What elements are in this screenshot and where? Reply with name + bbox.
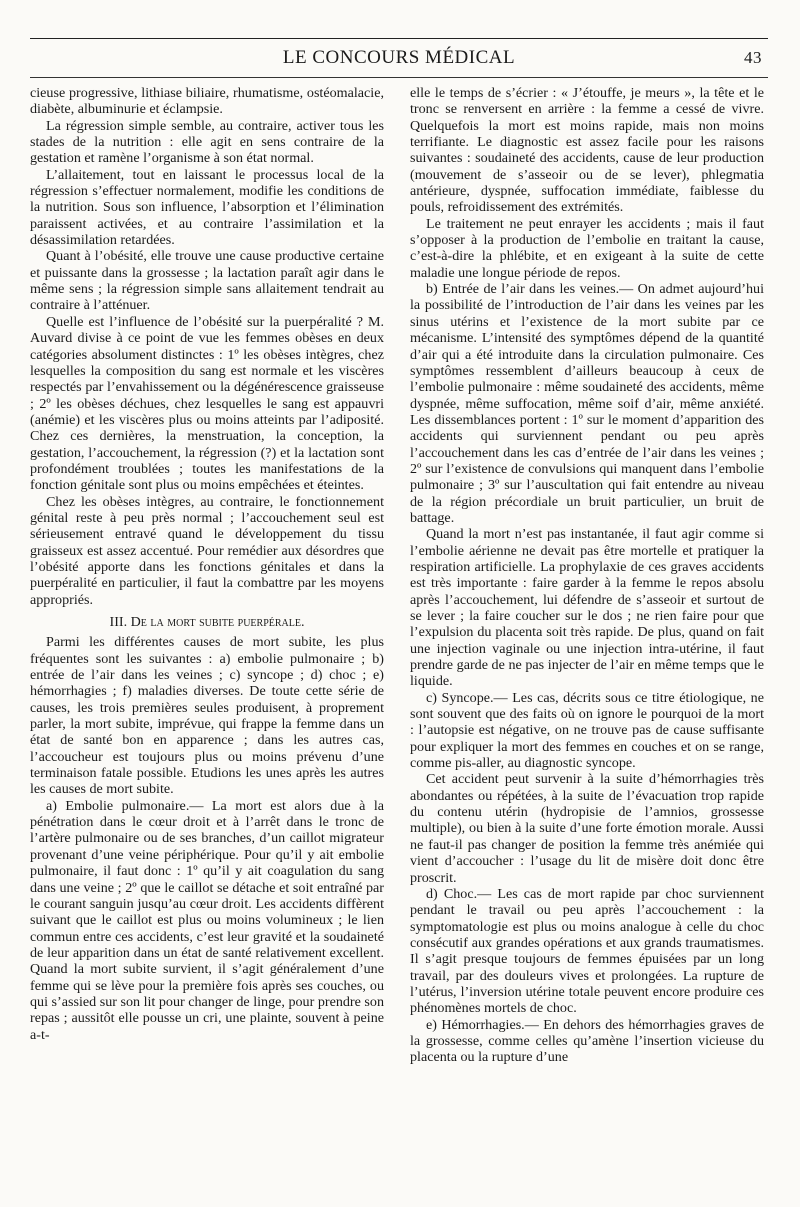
paragraph: cieuse progressive, lithiase biliaire, rhumatisme, ostéomalacie, diabète, albuminurie et éclampsie. [30, 85, 384, 118]
paragraph: Parmi les différentes causes de mort subite, les plus fréquentes sont les suivantes : a) embolie pulmonaire ; b) entrée de l’air dans les veines ; c) syncope ; d) choc ; e) hémorrhagies ; f) maladies diverses. De toute cette série de causes, les trois premières seules produisent, à proprement parler, la mort subite, imprévue, qui frappe la femme dans un état de santé bon en apparence ; dans les autres cas, l’accoucheur est toujours plus ou moins prévenu d’une terminaison fatale possible. Etudions les unes après les autres les causes de mort subite. [30, 634, 384, 798]
left-column [30, 85, 384, 1190]
paragraph: Quand la mort n’est pas instantanée, il faut agir comme si l’embolie aérienne ne devait pas être mortelle et pratiquer la respiration artificielle. La prophylaxie de ces graves accidents est très importante : faire garder à la femme le repos absolu après l’accouchement, lui défendre de s’asseoir et surtout de se lever ; la faire coucher sur le dos ; ne rien faire pour que l’expulsion du placenta soit très rapide. De plus, quand on fait une injection vaginale ou une injection intra-utérine, il faut prendre garde de ne pas injecter de l’air en même temps que le liquide. [410, 526, 764, 690]
paragraph: La régression simple semble, au contraire, activer tous les stades de la nutrition : elle agit en sens contraire de la gestation et ramène l’organisme à son état normal. [30, 117, 384, 167]
paragraph: Cet accident peut survenir à la suite d’hémorrhagies très abondantes ou répétées, à la suite de l’évacuation trop rapide du contenu utérin (hydropisie de l’amnios, grossesse multiple), ou bien à la suite d’une forte émotion morale. Aussi ne faut-il pas changer de position la femme très anémiée qui vient d’accoucher : l’usage du lit de misère doit donc être proscrit. [410, 771, 764, 886]
top-rule [30, 38, 768, 39]
running-header [30, 47, 768, 71]
paragraph: c) Syncope.— Les cas, décrits sous ce titre étiologique, ne sont souvent que des faits où on ignore le pourquoi de la mort : l’autopsie est négative, on ne trouve pas de cause suffisante pour expliquer la mort des femmes en couches et on se range, comme pis-aller, au diagnostic syncope. [410, 689, 764, 772]
paragraph: b) Entrée de l’air dans les veines.— On admet aujourd’hui la possibilité de l’introduction de l’air dans les veines par les sinus utérins et l’existence de la mort subite par ce mécanisme. L’intensité des symptômes dépend de la quantité d’air qui a été introduite dans la circulation pulmonaire. Ces symptômes ressemblent d’ailleurs beaucoup à ceux de l’embolie pulmonaire : même soudaineté des accidents, même dyspnée, même suffocation, même soif d’air, même anxiété. Les dissemblances portent : 1º sur le moment d’apparition des accidents qui surviennent pendant ou peu après l’accouchement dans les cas d’entrée de l’air dans les veines ; 2º sur l’existence de convulsions qui manquent dans l’embolie pulmonaire ; 3º sur l’auscultation qui fait entendre au niveau de la région précordiale un bruit particulier, un bruit de battage. [410, 281, 764, 526]
paragraph: Le traitement ne peut enrayer les accidents ; mais il faut s’opposer à la production de l’embolie en traitant la cause, c’est-à-dire la phlébite, et en exigeant à la suite de cette maladie une longue période de repos. [410, 215, 764, 281]
section-heading: III. De la mort subite puerpérale. [109, 614, 305, 630]
right-column [410, 85, 764, 1190]
paragraph: Chez les obèses intègres, au contraire, le fonctionnement génital reste à peu près normal ; l’accouchement seul est sérieusement entravé quand le développement du tissu graisseux est assez accentué. Pour remédier aux désordres que l’obésité apporte dans les fonctions génitales et dans la puerpéralité en particulier, il faut la combattre par les moyens appropriés. [30, 493, 384, 608]
paragraph: e) Hémorrhagies.— En dehors des hémorrhagies graves de la grossesse, comme celles qu’amène l’insertion vicieuse du placenta ou la rupture d’une [410, 1016, 764, 1066]
header-rule [30, 77, 768, 78]
paragraph: a) Embolie pulmonaire.— La mort est alors due à la pénétration dans le cœur droit et à l’arrêt dans le tronc de l’artère pulmonaire ou de ses branches, d’un caillot migrateur provenant d’une veine périphérique. Pour qu’il y ait embolie pulmonaire, il faut donc : 1º qu’il y ait coagulation du sang dans une veine ; 2º que le caillot se détache et soit entraîné par le courant sanguin jusqu’au cœur droit. Les accidents diffèrent suivant que le caillot est plus ou moins volumineux ; le lien commun entre ces accidents, c’est leur gravité et la soudaineté de leur apparition dans un état de santé relativement excellent. Quand la mort subite survient, il s’agit généralement d’une femme qui se lève pour la première fois après ses couches, ou qui s’assied sur son lit pour changer de linge, pour prendre son repas ; aussitôt elle pousse un cri, une plainte, souvent à peine a-t- [30, 797, 384, 1043]
paragraph: Quelle est l’influence de l’obésité sur la puerpéralité ? M. Auvard divise à ce point de vue les femmes obèses en deux catégories absolument distinctes : 1º les obèses intègres, chez lesquelles la composition du sang est normale et les viscères respectés par l’envahissement ou la dégénérescence graisseuse ; 2º les obèses déchues, chez lesquelles le sang est appauvri (anémie) et les viscères plus ou moins atteints par l’adiposité. Chez ces dernières, la menstruation, la conception, la gestation, l’accouchement, la régression (?) et la lactation sont profondément troublées ; toutes les manifestations de la fonction génitale sont plus ou moins empêchées et éteintes. [30, 313, 384, 494]
paragraph: elle le temps de s’écrier : « J’étouffe, je meurs », la tête et le tronc se renversent en arrière : la femme a cessé de vivre. Quelquefois la mort est moins rapide, mais non moins terrifiante. Le diagnostic est assez facile pour les raisons suivantes : soudaineté des accidents, cause de leur production (mouvement de s’asseoir ou de se lever), phlegmatia antérieure, dyspnée, suffocation immédiate, faiblesse du pouls, refroidissement des extrémités. [410, 85, 764, 216]
paragraph: d) Choc.— Les cas de mort rapide par choc surviennent pendant le travail ou peu après l’accouchement : la symptomatologie est plus ou moins analogue à celle du choc consécutif aux grandes opérations et aux grands traumatismes. Il s’agit presque toujours de femmes épuisées par un long travail, par des douleurs vives et prolongées. La rupture de l’utérus, l’inversion utérine totale peuvent encore produire ces phénomènes mortels de choc. [410, 885, 764, 1017]
paragraph: Quant à l’obésité, elle trouve une cause productive certaine et puissante dans la grossesse ; la lactation paraît agir dans le même sens ; la régression simple sans allaitement tendrait au contraire à l’atténuer. [30, 248, 384, 314]
journal-title: LE CONCOURS MÉDICAL [282, 47, 516, 68]
page-number: 43 [744, 48, 762, 67]
paragraph: L’allaitement, tout en laissant le processus local de la régression s’effectuer normalement, modifie les conditions de la nutrition. Sous son influence, l’absorption et l’élimination paraissent activées, et au contraire l’assimilation et la désassimilation retardées. [30, 166, 384, 249]
